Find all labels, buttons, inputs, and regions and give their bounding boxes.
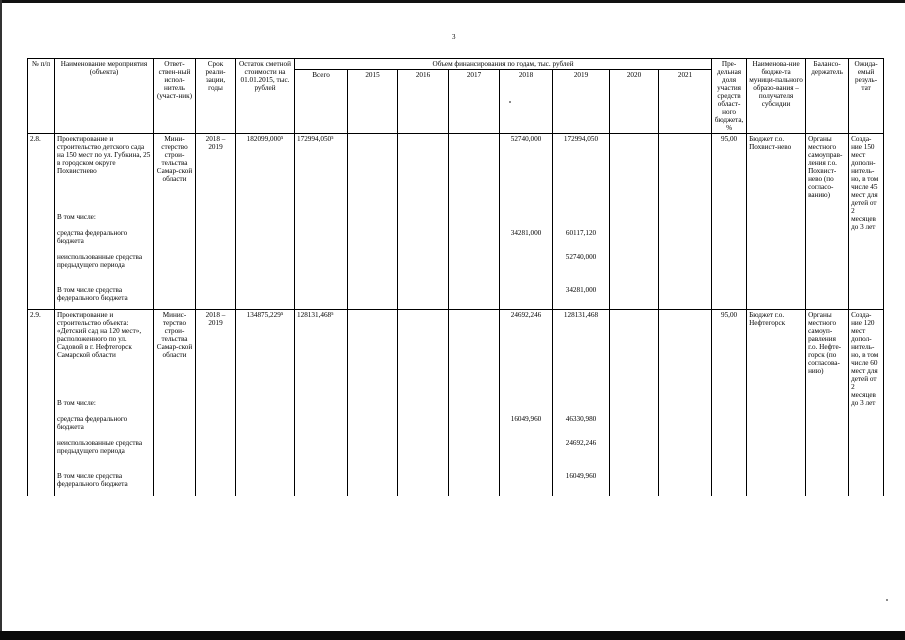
subrow-empty [747,471,806,496]
subrow-empty [196,285,236,310]
subrow-empty [398,471,449,496]
row-y2015 [348,134,398,212]
row-period: 2018 – 2019 [196,134,236,212]
table-subrow [28,252,884,285]
subrow-empty [236,438,295,471]
subrow-empty [806,285,849,310]
subrow-num [28,414,55,438]
subrow-empty [236,212,295,228]
subrow-empty [236,252,295,285]
subrow-empty [154,438,196,471]
subrow-empty [295,438,348,471]
header-year-2020: 2020 [610,70,659,134]
subrow-empty [659,471,712,496]
subrow-empty [806,398,849,414]
subrow-empty [196,252,236,285]
subrow-empty [196,228,236,252]
header-period: Срок реали-зации, годы [196,59,236,134]
table-row [28,310,884,398]
row-y2020 [610,310,659,398]
subrow-y2019: 46330,980 [553,414,610,438]
subrow-empty [398,228,449,252]
row-budget-name: Бюджет г.о. Нефтегорск [747,310,806,398]
subrow-empty [348,471,398,496]
subrow-empty [449,471,500,496]
subrow-num [28,212,55,228]
subrow-empty [659,252,712,285]
subrow-y2019: 52740,000 [553,252,610,285]
header-total: Всего [295,70,348,134]
subrow-empty [659,398,712,414]
row-y2018: 24692,246 [500,310,553,398]
subrow-empty [154,212,196,228]
subrow-empty [610,228,659,252]
subrow-label: неиспользованные средства предыдущего периода [55,438,154,471]
funding-table [27,58,884,496]
subrow-y2018 [500,398,553,414]
subrow-empty [712,252,747,285]
scan-speck [886,599,888,601]
subrow-empty [295,252,348,285]
subrow-num [28,398,55,414]
row-holder: Органы местного самоуправ-ления г.о. Похвист-нево (по согласо-ванию) [806,134,849,212]
row-y2015 [348,310,398,398]
subrow-empty [236,414,295,438]
row-balance: 134875,229⁵ [236,310,295,398]
subrow-empty [747,398,806,414]
subrow-empty [154,398,196,414]
header-year-2017: 2017 [449,70,500,134]
subrow-empty [449,438,500,471]
row-y2019: 128131,468 [553,310,610,398]
subrow-empty [747,285,806,310]
subrow-empty [449,212,500,228]
table-row [28,134,884,212]
subrow-y2019 [553,398,610,414]
subrow-empty [806,228,849,252]
subrow-empty [295,228,348,252]
subrow-y2019 [553,212,610,228]
table-subrow [28,438,884,471]
subrow-empty [610,438,659,471]
header-funding: Объем финансирования по годам, тыс. рублей [295,59,712,70]
subrow-num [28,438,55,471]
subrow-empty [154,414,196,438]
table-subrow [28,471,884,496]
subrow-empty [196,212,236,228]
row-y2021 [659,310,712,398]
subrow-empty [398,398,449,414]
subrow-empty [449,285,500,310]
subrow-empty [348,252,398,285]
subrow-label: неиспользованные средства предыдущего периода [55,252,154,285]
subrow-empty [747,438,806,471]
page-number: 3 [452,33,456,41]
subrow-label: В том числе средства федерального бюджета [55,285,154,310]
subrow-empty [154,285,196,310]
header-year-2015: 2015 [348,70,398,134]
row-y2017 [449,134,500,212]
subrow-empty [398,285,449,310]
subrow-label: В том числе: [55,212,154,228]
subrow-empty [806,438,849,471]
subrow-empty [747,228,806,252]
subrow-empty [806,471,849,496]
subrow-empty [712,228,747,252]
subrow-empty [747,212,806,228]
header-budget-name: Наименова-ние бюдже-та муници-пального образо-вания – получателя субсидии [747,59,806,134]
subrow-y2018 [500,438,553,471]
header-num: № п/п [28,59,55,134]
header-balance: Остаток сметной стоимости на 01.01.2015, тыс. рублей [236,59,295,134]
row-y2018: 52740,000 [500,134,553,212]
row-responsible: Мини-стерство строи-тельства Самар-ской области [154,134,196,212]
subrow-label: В том числе средства федерального бюджета [55,471,154,496]
row-budget-name: Бюджет г.о. Похвист-нево [747,134,806,212]
subrow-num [28,252,55,285]
row-num: 2.9. [28,310,55,398]
subrow-empty [747,414,806,438]
table-subrow [28,285,884,310]
subrow-empty [659,228,712,252]
row-name: Проектирование и строительство детского сада на 150 мест по ул. Губкина, 25 в городском округе Похвистнево [55,134,154,212]
row-balance: 182099,000⁵ [236,134,295,212]
header-year-2018: 2018 [500,70,553,134]
scan-edge-bottom [0,631,905,640]
subrow-label: В том числе: [55,398,154,414]
subrow-y2018 [500,471,553,496]
subrow-y2019: 24692,246 [553,438,610,471]
subrow-y2019: 16049,960 [553,471,610,496]
subrow-empty [295,414,348,438]
subrow-empty [236,471,295,496]
subrow-empty [236,285,295,310]
subrow-empty [449,252,500,285]
row-y2021 [659,134,712,212]
subrow-y2019: 34281,000 [553,285,610,310]
subrow-empty [295,285,348,310]
scan-edge-left [0,0,2,640]
header-year-2021: 2021 [659,70,712,134]
header-responsible: Ответ-ствен-ный испол-нитель (участ-ник) [154,59,196,134]
subrow-empty [348,398,398,414]
subrow-y2018 [500,212,553,228]
subrow-empty [712,398,747,414]
subrow-empty [712,414,747,438]
row-holder: Органы местного самоуп-равления г.о. Нефте-горск (по согласова-нию) [806,310,849,398]
row-num: 2.8. [28,134,55,212]
subrow-empty [295,212,348,228]
header-holder: Балансо-держатель [806,59,849,134]
subrow-empty [449,228,500,252]
subrow-empty [398,438,449,471]
subrow-empty [449,414,500,438]
table-subrow [28,414,884,438]
subrow-empty [348,285,398,310]
row-y2016 [398,134,449,212]
subrow-label: средства федерального бюджета [55,414,154,438]
subrow-empty [747,252,806,285]
table-subrow [28,228,884,252]
subrow-empty [610,285,659,310]
header-year-2016: 2016 [398,70,449,134]
row-y2016 [398,310,449,398]
row-y2020 [610,134,659,212]
header-share: Пре-дельная доля участия средств област-ного бюджета, % [712,59,747,134]
subrow-empty [348,212,398,228]
subrow-empty [610,398,659,414]
subrow-empty [610,471,659,496]
row-y2017 [449,310,500,398]
table-subrow [28,398,884,414]
subrow-empty [154,471,196,496]
row-result: Созда-ние 120 мест допол-нитель-но, в том числе 60 мест для детей от 2 месяцев до 3 лет [849,310,884,496]
subrow-num [28,285,55,310]
subrow-empty [348,414,398,438]
subrow-label: средства федерального бюджета [55,228,154,252]
subrow-empty [398,212,449,228]
subrow-y2018: 34281,000 [500,228,553,252]
subrow-empty [398,414,449,438]
subrow-y2018 [500,252,553,285]
subrow-empty [712,212,747,228]
subrow-empty [712,471,747,496]
subrow-empty [196,471,236,496]
subrow-empty [196,438,236,471]
subrow-empty [398,252,449,285]
subrow-empty [610,414,659,438]
subrow-y2019: 60117,120 [553,228,610,252]
subrow-num [28,471,55,496]
row-result: Созда-ние 150 мест дополн-нитель-но, в том числе 45 мест для детей от 2 месяцев до 3 лет [849,134,884,310]
subrow-empty [295,471,348,496]
subrow-empty [610,252,659,285]
subrow-empty [154,252,196,285]
subrow-empty [659,438,712,471]
subrow-empty [806,212,849,228]
row-responsible: Минис-терство строи-тельства Самар-ской области [154,310,196,398]
subrow-empty [659,414,712,438]
subrow-empty [348,438,398,471]
subrow-empty [806,414,849,438]
table-subrow [28,212,884,228]
row-total: 128131,468⁵ [295,310,348,398]
row-share: 95,00 [712,310,747,398]
subrow-y2018: 16049,960 [500,414,553,438]
row-share: 95,00 [712,134,747,212]
subrow-empty [348,228,398,252]
subrow-empty [712,438,747,471]
row-period: 2018 – 2019 [196,310,236,398]
header-year-2019: 2019 [553,70,610,134]
row-name: Проектирование и строительство объекта: «Детский сад на 120 мест», расположенного по ул. Садовой в г. Нефтегорск Самарской области [55,310,154,398]
subrow-empty [712,285,747,310]
subrow-empty [196,398,236,414]
subrow-empty [659,212,712,228]
subrow-empty [449,398,500,414]
subrow-empty [154,228,196,252]
subrow-empty [610,212,659,228]
subrow-empty [659,285,712,310]
subrow-empty [196,414,236,438]
subrow-y2018 [500,285,553,310]
header-name: Наименование мероприятия (объекта) [55,59,154,134]
row-total: 172994,050⁵ [295,134,348,212]
header-result: Ожида-емый резуль-тат [849,59,884,134]
row-y2019: 172994,050 [553,134,610,212]
subrow-empty [236,228,295,252]
subrow-empty [295,398,348,414]
subrow-num [28,228,55,252]
subrow-empty [236,398,295,414]
subrow-empty [806,252,849,285]
scan-edge-top [0,0,905,3]
